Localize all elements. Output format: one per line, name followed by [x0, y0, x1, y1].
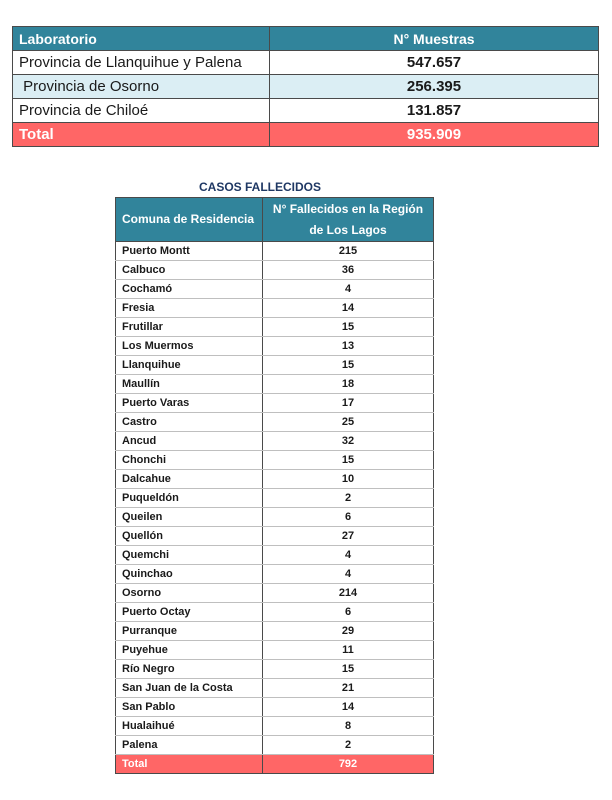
row-value: 547.657: [270, 51, 599, 75]
fallecidos-count: 15: [263, 660, 434, 679]
table-header-row: [116, 198, 434, 242]
table-row: [116, 394, 434, 413]
comuna-name: Puerto Octay: [116, 603, 263, 622]
column-header-muestras: N° Muestras: [270, 27, 599, 51]
fallecidos-count: 25: [263, 413, 434, 432]
comuna-name: Río Negro: [116, 660, 263, 679]
row-label: Provincia de Llanquihue y Palena: [13, 51, 270, 75]
table-row: [13, 75, 599, 99]
comuna-name: Puerto Varas: [116, 394, 263, 413]
table-row: [116, 717, 434, 736]
fallecidos-count: 6: [263, 508, 434, 527]
fallecidos-count: 215: [263, 242, 434, 261]
comuna-name: Purranque: [116, 622, 263, 641]
fallecidos-count: 10: [263, 470, 434, 489]
table-row: [116, 451, 434, 470]
table-row: [13, 99, 599, 123]
table-row: [116, 679, 434, 698]
comuna-name: Chonchi: [116, 451, 263, 470]
table-row: [13, 51, 599, 75]
table-row: [116, 698, 434, 717]
row-value: 256.395: [270, 75, 599, 99]
table-row: [116, 736, 434, 755]
column-header-fallecidos: N° Fallecidos en la Región de Los Lagos: [263, 198, 434, 242]
comuna-name: Cochamó: [116, 280, 263, 299]
comuna-name: Quinchao: [116, 565, 263, 584]
table-row: [116, 318, 434, 337]
table-row: [116, 242, 434, 261]
table-row: [116, 527, 434, 546]
comuna-name: Palena: [116, 736, 263, 755]
comuna-name: San Pablo: [116, 698, 263, 717]
comuna-name: Calbuco: [116, 261, 263, 280]
table-row: [116, 432, 434, 451]
comuna-name: Los Muermos: [116, 337, 263, 356]
comuna-name: Queilen: [116, 508, 263, 527]
fallecidos-count: 14: [263, 299, 434, 318]
table-row: [116, 280, 434, 299]
table-row: [116, 641, 434, 660]
fallecidos-table: [115, 197, 434, 774]
fallecidos-count: 4: [263, 546, 434, 565]
fallecidos-count: 17: [263, 394, 434, 413]
muestras-table: [12, 26, 599, 147]
fallecidos-count: 18: [263, 375, 434, 394]
column-header-laboratorio: Laboratorio: [13, 27, 270, 51]
total-label: Total: [13, 123, 270, 147]
table-row: [116, 622, 434, 641]
comuna-name: Frutillar: [116, 318, 263, 337]
fallecidos-count: 2: [263, 489, 434, 508]
comuna-name: Quemchi: [116, 546, 263, 565]
comuna-name: Dalcahue: [116, 470, 263, 489]
table-row: [116, 546, 434, 565]
fallecidos-count: 11: [263, 641, 434, 660]
fallecidos-count: 4: [263, 280, 434, 299]
row-value: 131.857: [270, 99, 599, 123]
fallecidos-count: 13: [263, 337, 434, 356]
comuna-name: Puqueldón: [116, 489, 263, 508]
fallecidos-count: 15: [263, 318, 434, 337]
comuna-name: San Juan de la Costa: [116, 679, 263, 698]
total-row: [116, 755, 434, 774]
comuna-name: Puerto Montt: [116, 242, 263, 261]
comuna-name: Fresia: [116, 299, 263, 318]
table-row: [116, 565, 434, 584]
table-row: [116, 413, 434, 432]
fallecidos-count: 14: [263, 698, 434, 717]
table-row: [116, 660, 434, 679]
table-header-row: [13, 27, 599, 51]
fallecidos-count: 21: [263, 679, 434, 698]
table-row: [116, 584, 434, 603]
comuna-name: Quellón: [116, 527, 263, 546]
comuna-name: Llanquihue: [116, 356, 263, 375]
comuna-name: Ancud: [116, 432, 263, 451]
table-row: [116, 603, 434, 622]
comuna-name: Puyehue: [116, 641, 263, 660]
comuna-name: Castro: [116, 413, 263, 432]
table-row: [116, 508, 434, 527]
fallecidos-count: 32: [263, 432, 434, 451]
total-value: 935.909: [270, 123, 599, 147]
table-row: [116, 261, 434, 280]
fallecidos-count: 2: [263, 736, 434, 755]
fallecidos-count: 8: [263, 717, 434, 736]
comuna-name: Maullín: [116, 375, 263, 394]
fallecidos-count: 27: [263, 527, 434, 546]
fallecidos-count: 214: [263, 584, 434, 603]
fallecidos-count: 15: [263, 451, 434, 470]
row-label: Provincia de Chiloé: [13, 99, 270, 123]
comuna-name: Osorno: [116, 584, 263, 603]
column-header-comuna: Comuna de Residencia: [116, 198, 263, 242]
fallecidos-count: 15: [263, 356, 434, 375]
table-row: [116, 356, 434, 375]
fallecidos-title: CASOS FALLECIDOS: [198, 180, 321, 194]
table-row: [116, 299, 434, 318]
fallecidos-count: 4: [263, 565, 434, 584]
table-row: [116, 337, 434, 356]
total-row: [13, 123, 599, 147]
fallecidos-count: 36: [263, 261, 434, 280]
table-row: [116, 489, 434, 508]
comuna-name: Hualaihué: [116, 717, 263, 736]
total-value: 792: [263, 755, 434, 774]
row-label: Provincia de Osorno: [13, 75, 270, 99]
total-label: Total: [116, 755, 263, 774]
fallecidos-count: 29: [263, 622, 434, 641]
table-row: [116, 470, 434, 489]
table-row: [116, 375, 434, 394]
fallecidos-count: 6: [263, 603, 434, 622]
